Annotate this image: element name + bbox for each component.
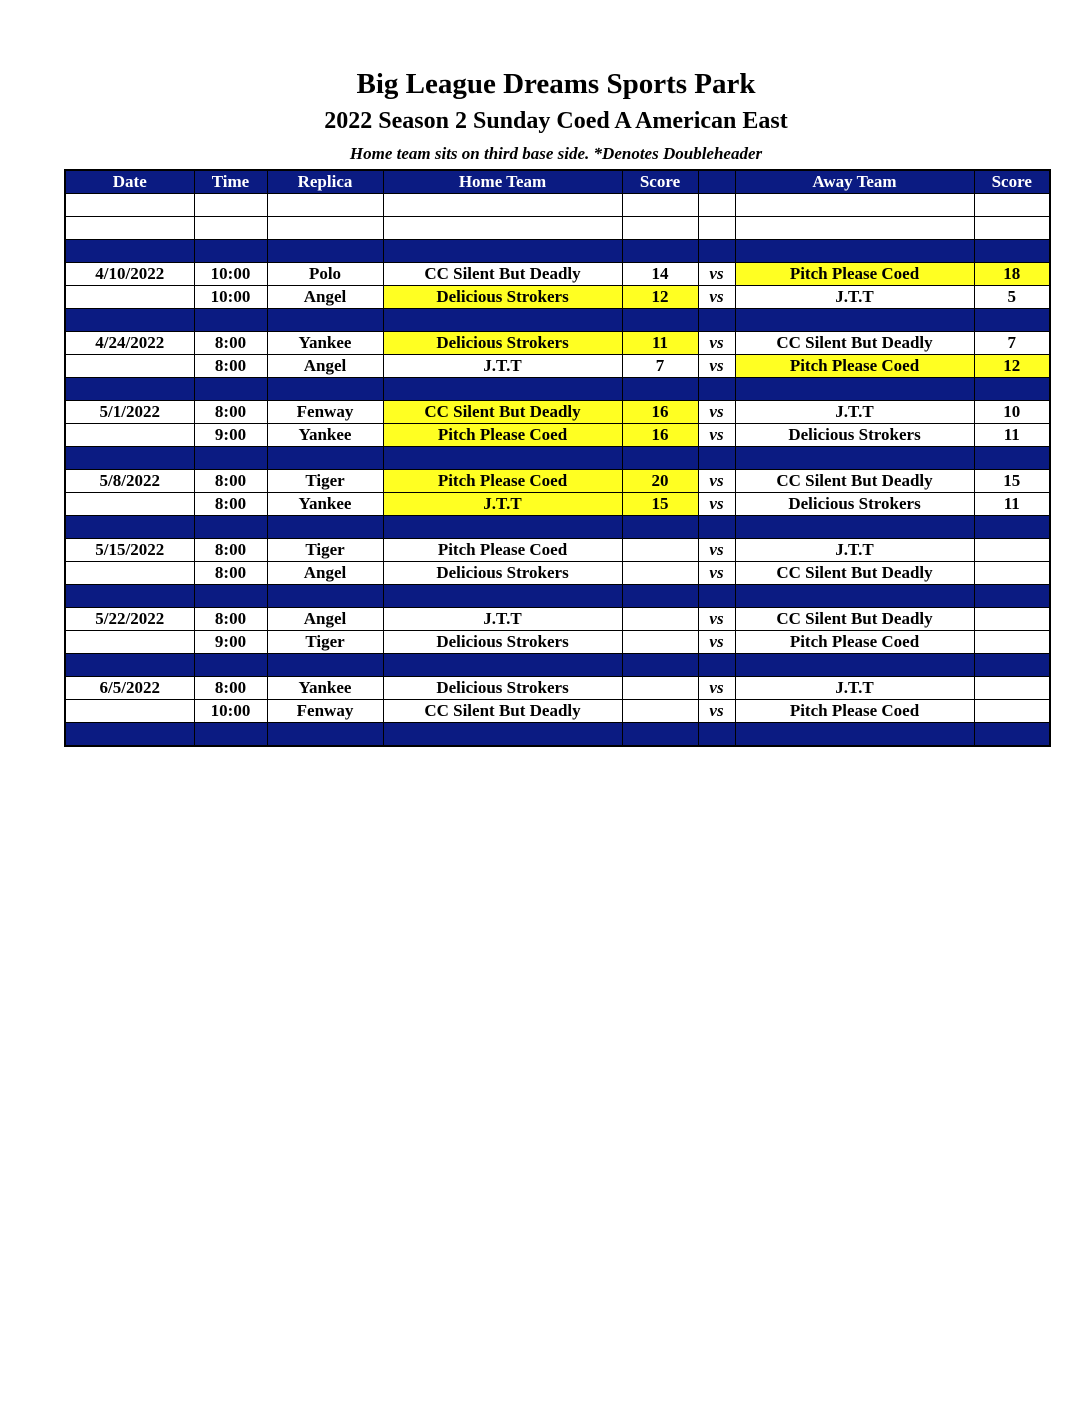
game-time: 8:00: [194, 608, 267, 631]
home-team: CC Silent But Deadly: [383, 700, 622, 723]
away-team: Pitch Please Coed: [735, 700, 974, 723]
away-team: CC Silent But Deadly: [735, 608, 974, 631]
home-team: Delicious Strokers: [383, 677, 622, 700]
away-score: 7: [974, 332, 1050, 355]
empty-cell: [735, 585, 974, 608]
game-date: [65, 493, 194, 516]
game-time: 8:00: [194, 539, 267, 562]
away-team: J.T.T: [735, 286, 974, 309]
empty-cell: [974, 654, 1050, 677]
home-score: [622, 631, 698, 654]
home-score: 16: [622, 401, 698, 424]
vs-label: vs: [698, 332, 735, 355]
vs-label: vs: [698, 539, 735, 562]
empty-cell: [194, 217, 267, 240]
separator-row: [65, 516, 1050, 539]
empty-cell: [65, 447, 194, 470]
empty-cell: [698, 654, 735, 677]
away-team: Pitch Please Coed: [735, 355, 974, 378]
vs-label: vs: [698, 677, 735, 700]
col-header-replica: Replica: [267, 170, 383, 194]
schedule-note: Home team sits on third base side. *Denotes Doubleheader: [349, 144, 763, 163]
vs-label: vs: [698, 286, 735, 309]
empty-cell: [194, 654, 267, 677]
empty-cell: [383, 217, 622, 240]
game-time: 8:00: [194, 332, 267, 355]
empty-cell: [267, 516, 383, 539]
empty-cell: [383, 447, 622, 470]
empty-cell: [383, 516, 622, 539]
field-replica: Fenway: [267, 700, 383, 723]
field-replica: Yankee: [267, 677, 383, 700]
away-score: [974, 608, 1050, 631]
empty-cell: [267, 240, 383, 263]
game-date: 5/22/2022: [65, 608, 194, 631]
game-time: 10:00: [194, 700, 267, 723]
empty-cell: [622, 217, 698, 240]
vs-label: vs: [698, 608, 735, 631]
field-replica: Yankee: [267, 493, 383, 516]
away-team: J.T.T: [735, 539, 974, 562]
empty-cell: [267, 723, 383, 747]
empty-cell: [622, 447, 698, 470]
away-score: 15: [974, 470, 1050, 493]
empty-cell: [194, 516, 267, 539]
game-time: 8:00: [194, 677, 267, 700]
blank-row: [65, 194, 1050, 217]
empty-cell: [735, 447, 974, 470]
empty-cell: [622, 585, 698, 608]
home-score: 20: [622, 470, 698, 493]
schedule-body: [65, 194, 1050, 747]
empty-cell: [735, 516, 974, 539]
separator-row: [65, 654, 1050, 677]
game-date: 5/1/2022: [65, 401, 194, 424]
empty-cell: [622, 723, 698, 747]
away-team: J.T.T: [735, 401, 974, 424]
game-date: [65, 631, 194, 654]
field-replica: Yankee: [267, 332, 383, 355]
empty-cell: [974, 516, 1050, 539]
game-time: 10:00: [194, 286, 267, 309]
empty-cell: [974, 309, 1050, 332]
vs-label: vs: [698, 355, 735, 378]
empty-cell: [65, 723, 194, 747]
home-score: 15: [622, 493, 698, 516]
empty-cell: [974, 240, 1050, 263]
game-date: [65, 424, 194, 447]
game-row: [65, 562, 1050, 585]
game-time: 8:00: [194, 562, 267, 585]
game-date: [65, 355, 194, 378]
away-team: CC Silent But Deadly: [735, 470, 974, 493]
vs-label: vs: [698, 470, 735, 493]
home-team: Delicious Strokers: [383, 332, 622, 355]
away-team: Pitch Please Coed: [735, 631, 974, 654]
vs-label: vs: [698, 263, 735, 286]
empty-cell: [267, 378, 383, 401]
empty-cell: [65, 217, 194, 240]
field-replica: Polo: [267, 263, 383, 286]
game-time: 8:00: [194, 355, 267, 378]
col-header-away-score: Score: [974, 170, 1050, 194]
home-score: 12: [622, 286, 698, 309]
empty-cell: [974, 194, 1050, 217]
separator-row: [65, 240, 1050, 263]
field-replica: Tiger: [267, 470, 383, 493]
game-row: [65, 355, 1050, 378]
game-row: [65, 608, 1050, 631]
away-score: 11: [974, 424, 1050, 447]
empty-cell: [194, 447, 267, 470]
col-header-home-team: Home Team: [383, 170, 622, 194]
empty-cell: [194, 723, 267, 747]
home-team: CC Silent But Deadly: [383, 263, 622, 286]
game-date: 4/10/2022: [65, 263, 194, 286]
away-team: Delicious Strokers: [735, 424, 974, 447]
away-score: 11: [974, 493, 1050, 516]
empty-cell: [974, 585, 1050, 608]
col-header-date: Date: [65, 170, 194, 194]
away-score: [974, 700, 1050, 723]
separator-row: [65, 447, 1050, 470]
away-score: 10: [974, 401, 1050, 424]
game-row: [65, 424, 1050, 447]
game-time: 9:00: [194, 424, 267, 447]
game-row: [65, 539, 1050, 562]
empty-cell: [974, 723, 1050, 747]
game-row: [65, 286, 1050, 309]
game-time: 9:00: [194, 631, 267, 654]
empty-cell: [267, 585, 383, 608]
home-team: Pitch Please Coed: [383, 424, 622, 447]
empty-cell: [698, 217, 735, 240]
col-header-vs: [698, 170, 735, 194]
game-date: [65, 562, 194, 585]
empty-cell: [65, 309, 194, 332]
col-header-away-team: Away Team: [735, 170, 974, 194]
game-time: 8:00: [194, 470, 267, 493]
game-row: [65, 401, 1050, 424]
empty-cell: [698, 309, 735, 332]
game-row: [65, 700, 1050, 723]
away-score: [974, 677, 1050, 700]
empty-cell: [194, 378, 267, 401]
vs-label: vs: [698, 700, 735, 723]
home-team: Delicious Strokers: [383, 286, 622, 309]
home-team: Pitch Please Coed: [383, 539, 622, 562]
empty-cell: [622, 516, 698, 539]
empty-cell: [383, 194, 622, 217]
empty-cell: [622, 240, 698, 263]
empty-cell: [65, 194, 194, 217]
empty-cell: [974, 447, 1050, 470]
col-header-home-score: Score: [622, 170, 698, 194]
home-score: [622, 608, 698, 631]
col-header-time: Time: [194, 170, 267, 194]
empty-cell: [65, 516, 194, 539]
home-team: Pitch Please Coed: [383, 470, 622, 493]
away-team: Delicious Strokers: [735, 493, 974, 516]
empty-cell: [735, 378, 974, 401]
empty-cell: [735, 723, 974, 747]
field-replica: Angel: [267, 286, 383, 309]
game-row: [65, 631, 1050, 654]
empty-cell: [267, 309, 383, 332]
empty-cell: [698, 585, 735, 608]
away-team: J.T.T: [735, 677, 974, 700]
field-replica: Tiger: [267, 539, 383, 562]
empty-cell: [194, 240, 267, 263]
away-score: [974, 539, 1050, 562]
empty-cell: [698, 378, 735, 401]
empty-cell: [65, 654, 194, 677]
vs-label: vs: [698, 562, 735, 585]
empty-cell: [622, 378, 698, 401]
separator-row: [65, 585, 1050, 608]
vs-label: vs: [698, 631, 735, 654]
away-score: [974, 562, 1050, 585]
empty-cell: [267, 447, 383, 470]
home-team: CC Silent But Deadly: [383, 401, 622, 424]
empty-cell: [974, 378, 1050, 401]
field-replica: Angel: [267, 608, 383, 631]
empty-cell: [383, 240, 622, 263]
away-score: [974, 631, 1050, 654]
game-row: [65, 263, 1050, 286]
home-score: 14: [622, 263, 698, 286]
empty-cell: [735, 240, 974, 263]
game-time: 8:00: [194, 493, 267, 516]
separator-row: [65, 378, 1050, 401]
away-team: CC Silent But Deadly: [735, 332, 974, 355]
empty-cell: [622, 654, 698, 677]
empty-cell: [698, 516, 735, 539]
empty-cell: [698, 723, 735, 747]
field-replica: Angel: [267, 562, 383, 585]
empty-cell: [65, 378, 194, 401]
home-score: [622, 700, 698, 723]
empty-cell: [194, 585, 267, 608]
game-date: 6/5/2022: [65, 677, 194, 700]
empty-cell: [735, 217, 974, 240]
table-header-row: [65, 170, 1050, 194]
separator-row: [65, 723, 1050, 747]
empty-cell: [383, 378, 622, 401]
home-score: 16: [622, 424, 698, 447]
game-time: 8:00: [194, 401, 267, 424]
empty-cell: [735, 309, 974, 332]
game-row: [65, 332, 1050, 355]
home-team: J.T.T: [383, 355, 622, 378]
game-row: [65, 677, 1050, 700]
home-team: J.T.T: [383, 493, 622, 516]
vs-label: vs: [698, 493, 735, 516]
away-score: 18: [974, 263, 1050, 286]
empty-cell: [622, 309, 698, 332]
empty-cell: [383, 723, 622, 747]
vs-label: vs: [698, 424, 735, 447]
home-score: 7: [622, 355, 698, 378]
home-score: [622, 677, 698, 700]
separator-row: [65, 309, 1050, 332]
away-team: CC Silent But Deadly: [735, 562, 974, 585]
page-subtitle: 2022 Season 2 Sunday Coed A American East: [324, 108, 788, 134]
empty-cell: [194, 194, 267, 217]
empty-cell: [622, 194, 698, 217]
field-replica: Yankee: [267, 424, 383, 447]
empty-cell: [267, 654, 383, 677]
away-score: 5: [974, 286, 1050, 309]
game-date: 4/24/2022: [65, 332, 194, 355]
game-row: [65, 470, 1050, 493]
schedule-table: [64, 169, 1051, 747]
empty-cell: [65, 240, 194, 263]
home-team: Delicious Strokers: [383, 631, 622, 654]
empty-cell: [383, 309, 622, 332]
vs-label: vs: [698, 401, 735, 424]
home-score: [622, 562, 698, 585]
away-team: Pitch Please Coed: [735, 263, 974, 286]
empty-cell: [698, 194, 735, 217]
away-score: 12: [974, 355, 1050, 378]
game-date: [65, 700, 194, 723]
blank-row: [65, 217, 1050, 240]
empty-cell: [267, 217, 383, 240]
game-date: [65, 286, 194, 309]
empty-cell: [698, 447, 735, 470]
empty-cell: [735, 654, 974, 677]
home-score: [622, 539, 698, 562]
empty-cell: [698, 240, 735, 263]
game-time: 10:00: [194, 263, 267, 286]
game-date: 5/15/2022: [65, 539, 194, 562]
field-replica: Fenway: [267, 401, 383, 424]
field-replica: Tiger: [267, 631, 383, 654]
empty-cell: [383, 654, 622, 677]
field-replica: Angel: [267, 355, 383, 378]
home-team: J.T.T: [383, 608, 622, 631]
empty-cell: [267, 194, 383, 217]
game-date: 5/8/2022: [65, 470, 194, 493]
empty-cell: [735, 194, 974, 217]
empty-cell: [974, 217, 1050, 240]
game-row: [65, 493, 1050, 516]
home-team: Delicious Strokers: [383, 562, 622, 585]
empty-cell: [65, 585, 194, 608]
page-title: Big League Dreams Sports Park: [356, 68, 756, 100]
empty-cell: [194, 309, 267, 332]
empty-cell: [383, 585, 622, 608]
home-score: 11: [622, 332, 698, 355]
